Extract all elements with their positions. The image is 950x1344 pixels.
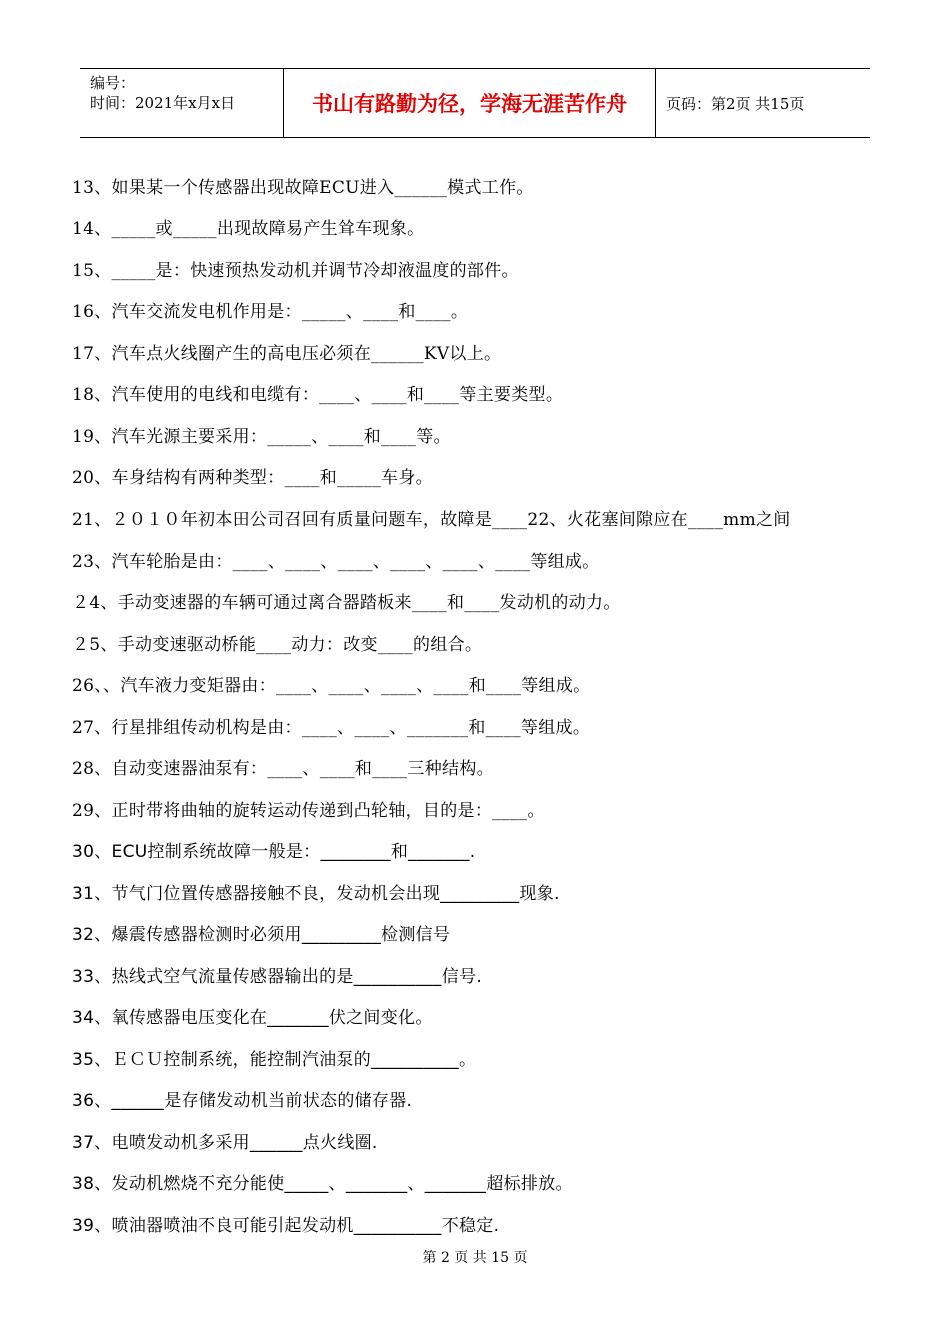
- motto-cell: [283, 69, 656, 137]
- question-23: 23、汽车轮胎是由：____、____、____、____、____、____等组成。: [72, 552, 600, 572]
- question-32: 32、爆震传感器检测时必须用_________检测信号: [72, 925, 451, 945]
- date-label: 时间：2021年x月x日: [90, 94, 236, 112]
- question-38: 38、发动机燃烧不充分能使_____、_______、_______超标排放。: [72, 1174, 573, 1194]
- question-30: 30、ECU控制系统故障一般是：________和_______.: [72, 842, 476, 862]
- page-footer: 第 2 页 共 15 页: [422, 1250, 528, 1266]
- motto-text: 书山有路勤为径，学海无涯苦作舟: [312, 91, 627, 116]
- page-info-cell: [656, 69, 870, 137]
- header-meta-cell: [80, 69, 283, 137]
- question-28: 28、自动变速器油泵有：____、____和____三种结构。: [72, 759, 494, 779]
- question-29: 29、正时带将曲轴的旋转运动传递到凸轮轴，目的是：____。: [72, 801, 545, 821]
- question-18: 18、汽车使用的电线和电缆有：____、____和____等主要类型。: [72, 385, 564, 405]
- question-35: 35、ＥＣＵ控制系统，能控制汽油泵的__________。: [72, 1050, 477, 1070]
- question-13: 13、如果某一个传感器出现故障ECU进入______模式工作。: [72, 178, 534, 198]
- number-label: 编号：: [90, 74, 136, 92]
- question-37: 37、电喷发动机多采用______点火线圈.: [72, 1133, 378, 1153]
- question-16: 16、汽车交流发电机作用是：_____、____和____。: [72, 302, 469, 322]
- question-31: 31、节气门位置传感器接触不良，发动机会出现_________现象.: [72, 884, 560, 904]
- question-25: ２5、手动变速驱动桥能____动力：改变____的组合。: [72, 635, 483, 655]
- question-15: 15、_____是：快速预热发动机并调节冷却液温度的部件。: [72, 261, 519, 281]
- question-36: 36、______是存储发动机当前状态的储存器.: [72, 1091, 413, 1111]
- question-26: 26、、汽车液力变矩器由：____、____、____、____和____等组成。: [72, 676, 591, 696]
- question-21-22: 21、２０１０年初本田公司召回有质量问题车，故障是____22、火花塞间隙应在____mm之间: [72, 510, 791, 530]
- question-24: ２4、手动变速器的车辆可通过离合器踏板来____和____发动机的动力。: [72, 593, 621, 613]
- question-33: 33、热线式空气流量传感器输出的是__________信号.: [72, 967, 483, 987]
- question-20: 20、车身结构有两种类型：____和_____车身。: [72, 468, 433, 488]
- question-27: 27、行星排组传动机构是由：____、____、_______和____等组成。: [72, 718, 591, 738]
- question-39: 39、喷油器喷油不良可能引起发动机__________不稳定.: [72, 1216, 500, 1236]
- question-19: 19、汽车光源主要采用：_____、____和____等。: [72, 427, 451, 447]
- header-table: [80, 68, 870, 138]
- question-34: 34、氧传感器电压变化在_______伏之间变化。: [72, 1008, 433, 1028]
- question-17: 17、汽车点火线圈产生的高电压必须在______KV以上。: [72, 344, 502, 364]
- page-info-text: 页码：第2页 共15页: [666, 94, 805, 113]
- question-14: 14、_____或_____出现故障易产生耸车现象。: [72, 219, 425, 239]
